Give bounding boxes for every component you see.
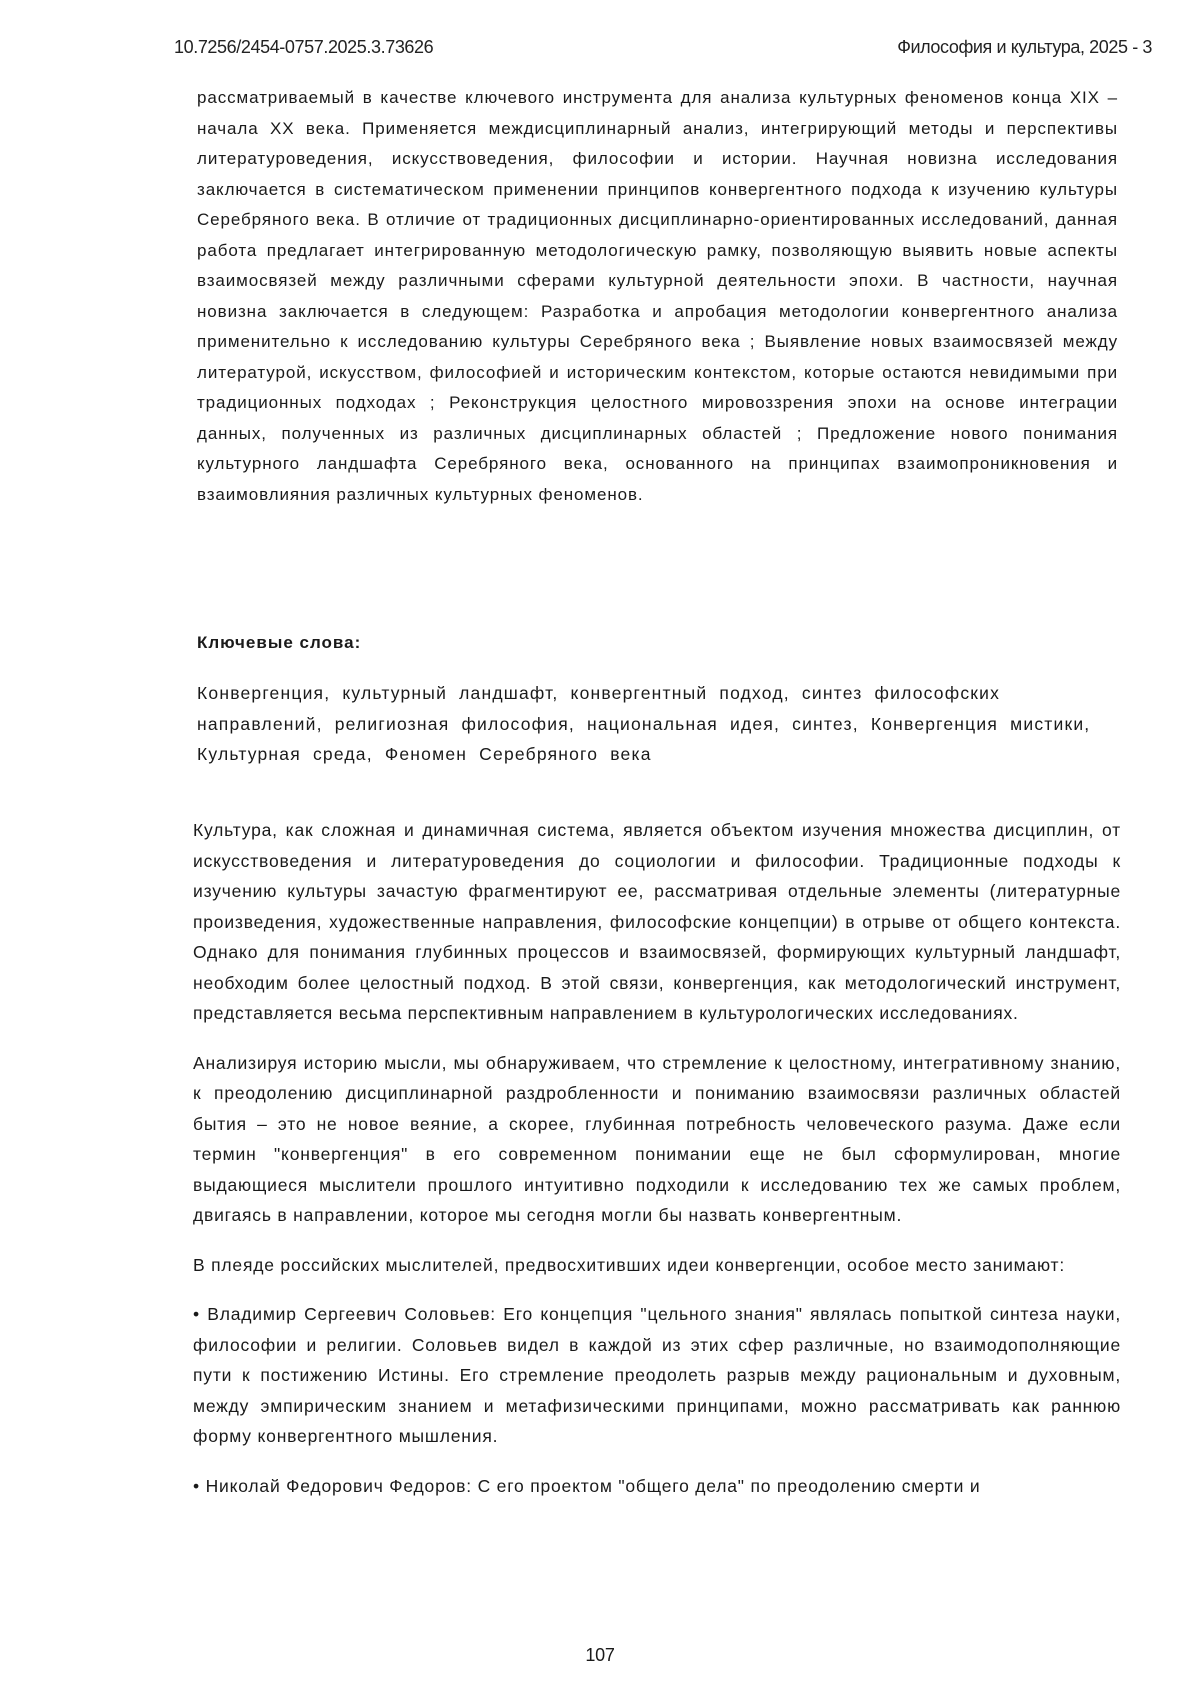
keywords-section [0, 678, 1200, 770]
keywords-title: Ключевые слова: [197, 633, 361, 653]
abstract-section [0, 83, 1200, 510]
journal-header: Философия и культура, 2025 - 3 [897, 37, 1152, 58]
bullet-item-solovyov: • Владимир Сергеевич Соловьев: Его концепция "цельного знания" являлась попыткой синтеза науки, философии и религии. Соловьев видел в каждой из этих сфер различные, но взаимодополняющие пути к постижению Истины. Его стремление преодолеть разрыв между рациональным и духовным, между эмпирическим знанием и метафизическими принципами, можно рассматривать как раннюю форму конвергентного мышления. [193, 1299, 1121, 1452]
keywords-text: Конвергенция, культурный ландшафт, конвергентный подход, синтез философских направлений, религиозная философия, национальная идея, синтез, Конвергенция мистики, Культурная среда, Феномен Серебряного века [197, 678, 1118, 770]
body-paragraph-3: В плеяде российских мыслителей, предвосхитивших идеи конвергенции, особое место занимают: [193, 1250, 1121, 1281]
page-number: 107 [0, 1645, 1200, 1666]
body-paragraph-1: Культура, как сложная и динамичная система, является объектом изучения множества дисциплин, от искусствоведения и литературоведения до социологии и философии. Традиционные подходы к изучению культуры зачастую фрагментируют ее, рассматривая отдельные элементы (литературные произведения, художественные направления, философские концепции) в отрыве от общего контекста. Однако для понимания глубинных процессов и взаимосвязей, формирующих культурный ландшафт, необходим более целостный подход. В этой связи, конвергенция, как методологический инструмент, представляется весьма перспективным направлением в культурологических исследованиях. [193, 815, 1121, 1029]
body-paragraph-2: Анализируя историю мысли, мы обнаруживаем, что стремление к целостному, интегративному знанию, к преодолению дисциплинарной раздробленности и пониманию взаимосвязи различных областей бытия – это не новое веяние, а скорее, глубинная потребность человеческого разума. Даже если термин "конвергенция" в его современном понимании еще не был сформулирован, многие выдающиеся мыслители прошлого интуитивно подходили к исследованию тех же самых проблем, двигаясь в направлении, которое мы сегодня могли бы назвать конвергентным. [193, 1048, 1121, 1231]
main-text [0, 815, 1200, 1520]
bullet-item-fedorov: • Николай Федорович Федоров: С его проектом "общего дела" по преодолению смерти и [193, 1471, 1121, 1502]
doi-header: 10.7256/2454-0757.2025.3.73626 [174, 37, 433, 58]
abstract-paragraph: рассматриваемый в качестве ключевого инструмента для анализа культурных феноменов конца XIX – начала XX века. Применяется междисциплинарный анализ, интегрирующий методы и перспективы литературоведения, искусствоведения, философии и истории. Научная новизна исследования заключается в систематическом применении принципов конвергентного подхода к изучению культуры Серебряного века. В отличие от традиционных дисциплинарно-ориентированных исследований, данная работа предлагает интегрированную методологическую рамку, позволяющую выявить новые аспекты взаимосвязей между различными сферами культурной деятельности эпохи. В частности, научная новизна заключается в следующем: Разработка и апробация методологии конвергентного анализа применительно к исследованию культуры Серебряного века ; Выявление новых взаимосвязей между литературой, искусством, философией и историческим контекстом, которые остаются невидимыми при традиционных подходах ; Реконструкция целостного мировоззрения эпохи на основе интеграции данных, полученных из различных дисциплинарных областей ; Предложение нового понимания культурного ландшафта Серебряного века, основанного на принципах взаимопроникновения и взаимовлияния различных культурных феноменов. [197, 83, 1118, 510]
